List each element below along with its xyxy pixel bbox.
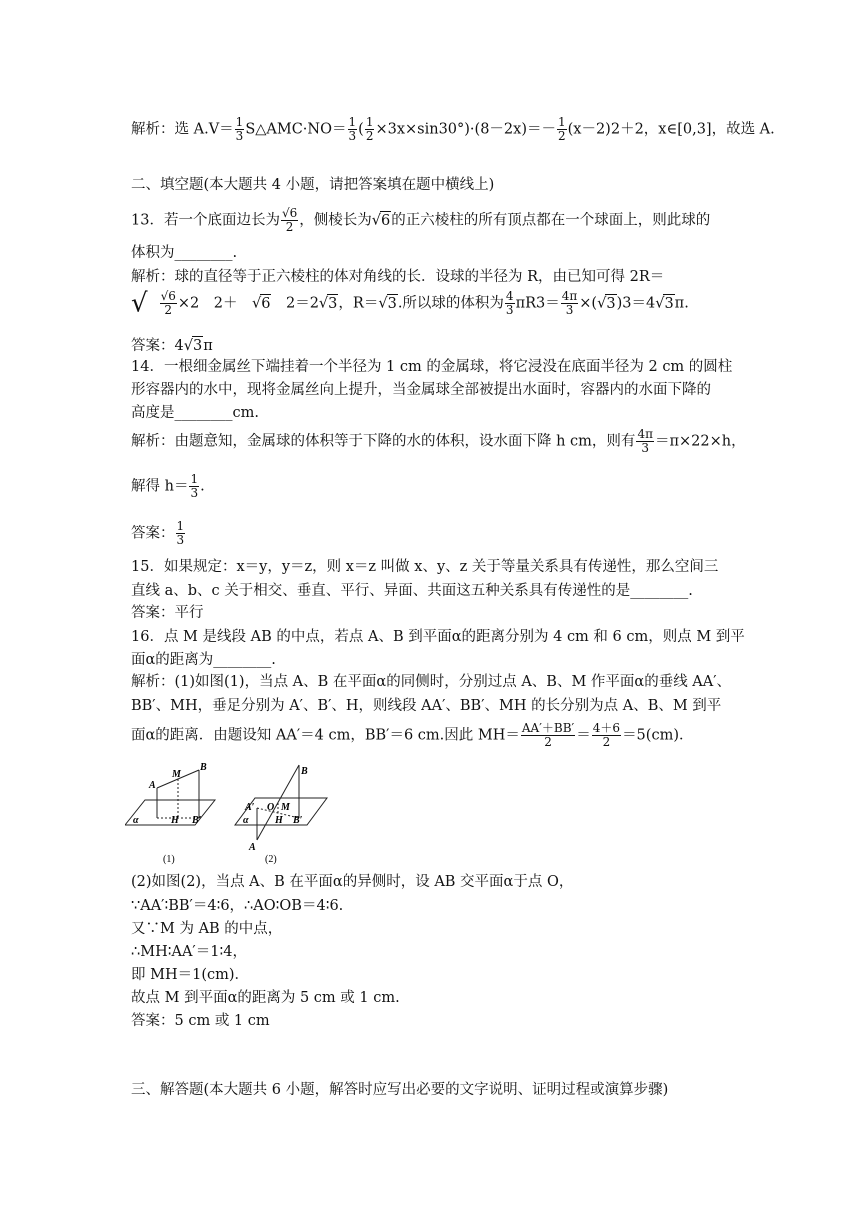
q13-stem-line2: 体积为________.: [131, 245, 238, 261]
svg-text:A: A: [149, 780, 156, 791]
q16-solution2-line5: 即 MH＝1(cm)．: [131, 967, 250, 983]
svg-text:(1): (1): [163, 854, 175, 865]
figure-1: [125, 762, 215, 865]
q13-stem-line1: 13．若一个底面边长为 $\frac{√6}{2}$ ，侧棱长为√6的正六棱柱的所有顶点都在一个球面上，则此球的: [131, 206, 711, 234]
svg-text:(2): (2): [265, 854, 277, 865]
q16-solution-line3: 面α的距离．由题设知 AA′＝4 cm，BB′＝6 cm.因此 MH＝ $\frac{AA'+BB'}{2}$ ＝ $\frac{4+6}{2}$ ＝5(cm)．: [131, 721, 694, 749]
q16-figures: [125, 760, 345, 865]
q16-stem-line1: 16．点 M 是线段 AB 的中点，若点 A、B 到平面α的距离分别为 4 cm 和 6 cm，则点 M 到平: [131, 629, 745, 645]
q16-solution2-line4: ∴MH∶AA′＝1∶4，: [131, 944, 247, 960]
q16-solution2-line3: 又∵M 为 AB 的中点，: [131, 921, 283, 937]
q16-solution2-line6: 故点 M 到平面α的距离为 5 cm 或 1 cm.: [131, 990, 400, 1006]
svg-text:α: α: [133, 815, 139, 826]
section3-title: 三、解答题(本大题共 6 小题，解答时应写出必要的文字说明、证明过程或演算步骤): [131, 1082, 669, 1098]
svg-text:B: B: [301, 766, 308, 777]
q15-stem-line1: 15．如果规定：x＝y，y＝z，则 x＝z 叫做 x、y、z 关于等量关系具有传递性，那么空间三: [131, 559, 719, 575]
q16-solution-line2: BB′、MH，垂足分别为 A′、B′、H，则线段 AA′、BB′、MH 的长分别为点 A、B、M 到平: [131, 698, 722, 714]
q14-stem-line2: 形容器内的水中，现将金属丝向上提升，当金属球全部被提出水面时，容器内的水面下降的: [131, 382, 711, 398]
q14-answer: 答案： $\frac{1}{3}$: [131, 519, 185, 547]
svg-text:α: α: [243, 815, 249, 826]
q14-solution-line2: 解得 h＝ $\frac{1}{3}$ .: [131, 472, 205, 500]
q16-solution-line1: 解析：(1)如图(1)，当点 A、B 在平面α的同侧时，分别过点 A、B、M 作平面α的垂线 AA′、: [131, 674, 732, 690]
q14-stem-line3: 高度是________cm.: [131, 405, 259, 421]
q14-solution-line1: 解析：由题意知，金属球的体积等于下降的水的体积，设水面下降 h cm，则有 $\frac{4\pi}{3}$ ＝π×22×h，: [131, 427, 746, 455]
q16-solution2-line2: ∵AA′∶BB′＝4∶6，∴AO∶OB＝4∶6.: [131, 898, 344, 914]
svg-text:O: O: [267, 802, 275, 813]
q15-answer: 答案：平行: [131, 605, 204, 621]
svg-text:B: B: [200, 762, 207, 773]
svg-text:A′: A′: [245, 802, 255, 813]
q15-stem-line2: 直线 a、b、c 关于相交、垂直、平行、异面、共面这五种关系具有传递性的是________.: [131, 583, 693, 599]
q16-solution2-line1: (2)如图(2)，当点 A、B 在平面α的异侧时，设 AB 交平面α于点 O，: [131, 874, 574, 890]
q12-solution: 解析：选 A.V＝ $\frac{1}{3}$ S△AMC·NO＝ $\frac{1}{3}$ ( $\frac{1}{2}$ ×3x×sin30°)·(8－2x)＝－ $\frac{1}{2}$ (x－2)2＋2，x∈[0,3]，故选 A.: [131, 115, 775, 143]
svg-text:H: H: [171, 815, 179, 826]
svg-text:H: H: [275, 815, 283, 826]
svg-text:B′: B′: [192, 815, 202, 826]
q14-stem-line1: 14．一根细金属丝下端挂着一个半径为 1 cm 的金属球，将它浸没在底面半径为 2 cm 的圆柱: [131, 359, 733, 375]
q13-solution-line2: √ $\frac{√6}{2}$ ×2 2＋ √6 2＝2√3，R＝√3.所以球的体积为 $\frac{4}{3}$ πR3＝ $\frac{4\pi}{3}$ ×(√3)3＝4√3π.: [131, 288, 689, 319]
svg-text:M: M: [172, 769, 181, 780]
svg-text:M: M: [281, 802, 290, 813]
q16-stem-line2: 面α的距离为________.: [131, 652, 276, 668]
svg-text:B′: B′: [293, 815, 303, 826]
q13-solution-line1: 解析：球的直径等于正六棱柱的体对角线的长．设球的半径为 R，由已知可得 2R＝: [131, 269, 665, 285]
q13-answer: 答案：4√3π: [131, 338, 213, 354]
section2-title: 二、填空题(本大题共 4 小题，请把答案填在题中横线上): [131, 177, 495, 193]
svg-text:A: A: [249, 842, 256, 853]
q16-answer: 答案：5 cm 或 1 cm: [131, 1013, 270, 1029]
figure-2: [235, 765, 327, 865]
